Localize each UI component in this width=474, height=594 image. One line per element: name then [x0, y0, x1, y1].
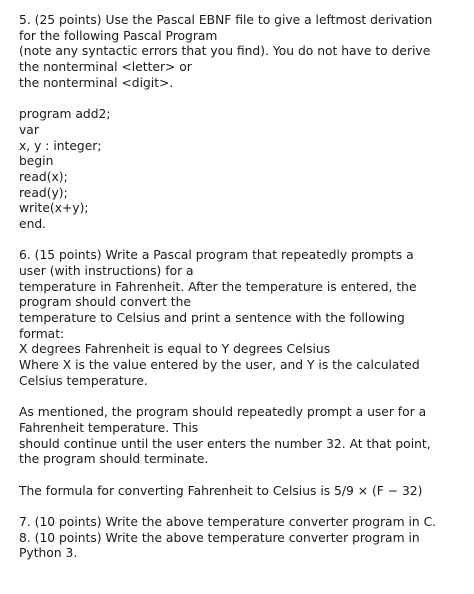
code-line: var: [19, 122, 39, 137]
q6-line: Fahrenheit temperature. This: [19, 420, 199, 435]
q6-line: format:: [19, 326, 65, 341]
q5-intro-line: for the following Pascal Program: [19, 28, 218, 43]
q6-line: the program should terminate.: [19, 452, 209, 467]
code-line: read(x);: [19, 169, 68, 184]
q6-prompt: [19, 248, 469, 389]
q6-line: As mentioned, the program should repeatedly prompt a user for a: [19, 405, 427, 420]
q6-line: X degrees Fahrenheit is equal to Y degrees Celsius: [19, 342, 331, 357]
code-line: x, y : integer;: [19, 138, 102, 153]
q6-line: Where X is the value entered by the user, and Y is the calculated: [19, 358, 420, 373]
q6-line: temperature in Fahrenheit. After the temperature is entered, the: [19, 279, 417, 294]
q5-intro-line: the nonterminal <letter> or: [19, 60, 192, 75]
q5-intro-line: the nonterminal <digit>.: [19, 75, 174, 90]
spacer: [19, 233, 469, 249]
q6-repeat-instructions: [19, 405, 469, 468]
code-line: end.: [19, 216, 47, 231]
q5-intro: [19, 13, 469, 91]
assignment-document: [19, 13, 469, 562]
code-line: write(x+y);: [19, 201, 89, 216]
q8-line: Python 3.: [19, 546, 78, 561]
q8-line: 8. (10 points) Write the above temperature converter program in: [19, 530, 420, 545]
q6-line: temperature to Celsius and print a sentence with the following: [19, 311, 405, 326]
pascal-code-listing: [19, 107, 469, 233]
spacer: [19, 468, 469, 484]
spacer: [19, 499, 469, 515]
q6-line: 6. (15 points) Write a Pascal program that repeatedly prompts a: [19, 248, 414, 263]
q6-line: user (with instructions) for a: [19, 264, 194, 278]
q6-line: should continue until the user enters the number 32. At that point,: [19, 436, 431, 451]
q5-intro-line: 5. (25 points) Use the Pascal EBNF file to give a leftmost derivation: [19, 13, 433, 27]
spacer: [19, 91, 469, 107]
spacer: [19, 390, 469, 406]
question-6: [19, 248, 469, 499]
code-line: read(y);: [19, 185, 68, 200]
conversion-formula: The formula for converting Fahrenheit to Celsius is 5/9 × (F − 32): [19, 483, 423, 498]
q6-line: program should convert the: [19, 295, 191, 310]
questions-7-8: [19, 515, 469, 562]
code-line: program add2;: [19, 107, 111, 122]
q6-line: Celsius temperature.: [19, 373, 148, 388]
q5-intro-line: (note any syntactic errors that you find). You do not have to derive: [19, 44, 431, 59]
code-line: begin: [19, 154, 54, 169]
question-5: [19, 13, 469, 233]
q7-line: 7. (10 points) Write the above temperature converter program in C.: [19, 515, 437, 529]
